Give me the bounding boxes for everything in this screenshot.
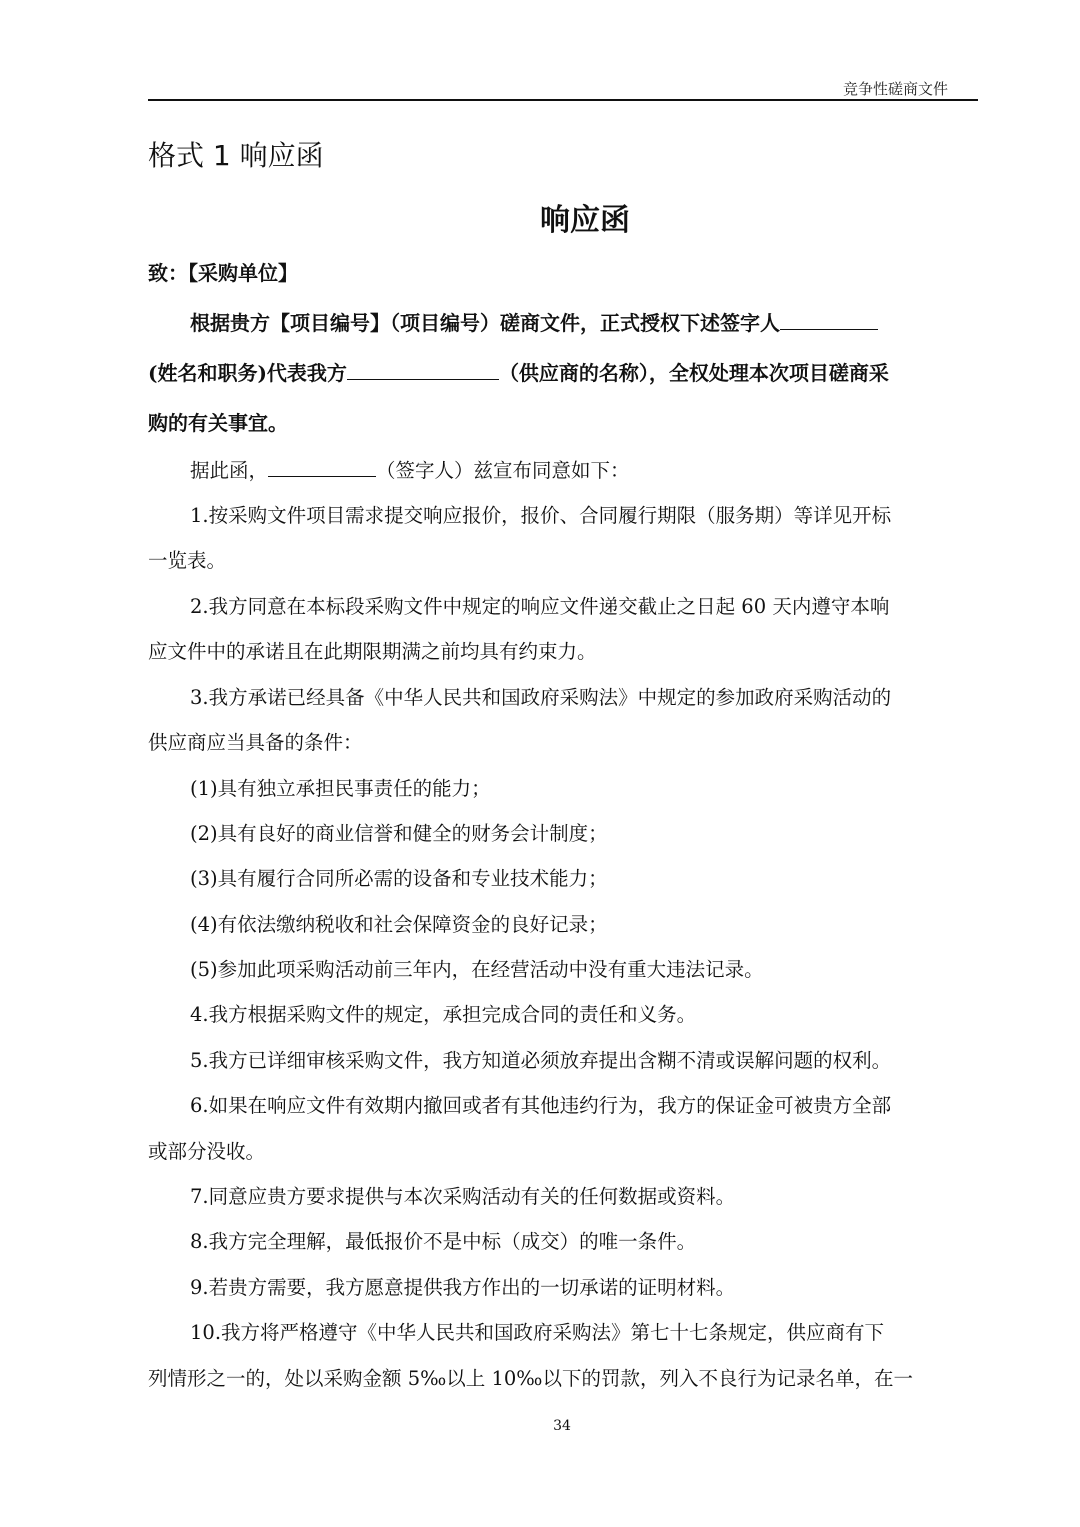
intro-line-2 xyxy=(148,357,889,386)
intro-text: 根据贵方【项目编号】（项目编号）磋商文件，正式授权下述签字人 xyxy=(190,311,780,335)
supplier-name-blank xyxy=(347,359,499,380)
item-6-line-2: 或部分没收。 xyxy=(148,1140,266,1163)
declaration-prefix: 据此函， xyxy=(190,459,269,482)
condition-5: (5)参加此项采购活动前三年内，在经营活动中没有重大违法记录。 xyxy=(190,958,764,981)
declaration-line xyxy=(190,455,630,483)
item-1-line-1: 1.按采购文件项目需求提交响应报价，报价、合同履行期限（服务期）等详见开标 xyxy=(190,504,892,527)
item-8: 8.我方完全理解，最低报价不是中标（成交）的唯一条件。 xyxy=(190,1230,697,1253)
header-rule xyxy=(148,99,978,101)
section-heading: 格式 1 响应函 xyxy=(148,139,324,172)
item-7: 7.同意应贵方要求提供与本次采购活动有关的任何数据或资料。 xyxy=(190,1185,736,1208)
item-6-line-1: 6.如果在响应文件有效期内撤回或者有其他违约行为，我方的保证金可被贵方全部 xyxy=(190,1094,892,1117)
signatory-blank xyxy=(268,456,376,477)
item-10-line-2: 列情形之一的，处以采购金额 5‰以上 10‰以下的罚款，列入不良行为记录名单，在一 xyxy=(148,1367,913,1390)
item-10-line-1: 10.我方将严格遵守《中华人民共和国政府采购法》第七十七条规定，供应商有下 xyxy=(190,1321,885,1344)
item-5: 5.我方已详细审核采购文件，我方知道必须放弃提出含糊不清或误解问题的权利。 xyxy=(190,1049,892,1072)
intro-line-3: 购的有关事宜。 xyxy=(148,411,288,435)
item-4: 4.我方根据采购文件的规定，承担完成合同的责任和义务。 xyxy=(190,1003,697,1026)
condition-1: (1)具有独立承担民事责任的能力； xyxy=(190,777,491,800)
condition-4: (4)有依法缴纳税收和社会保障资金的良好记录； xyxy=(190,913,608,936)
item-2-line-1: 2.我方同意在本标段采购文件中规定的响应文件递交截止之日起 60 天内遵守本响 xyxy=(190,595,890,618)
signatory-blank xyxy=(780,309,878,330)
condition-3: (3)具有履行合同所必需的设备和专业技术能力； xyxy=(190,867,608,890)
item-2-line-2: 应文件中的承诺且在此期限期满之前均具有约束力。 xyxy=(148,640,597,663)
intro-line-1 xyxy=(190,307,878,336)
item-3-line-1: 3.我方承诺已经具备《中华人民共和国政府采购法》中规定的参加政府采购活动的 xyxy=(190,686,892,709)
condition-2: (2)具有良好的商业信誉和健全的财务会计制度； xyxy=(190,822,608,845)
item-3-line-2: 供应商应当具备的条件： xyxy=(148,731,363,754)
addressee: 致：【采购单位】 xyxy=(148,261,298,285)
intro-text: (姓名和职务)代表我方 xyxy=(148,361,347,385)
declaration-suffix: （签字人）兹宣布同意如下： xyxy=(376,459,630,482)
header-title: 竞争性磋商文件 xyxy=(842,80,948,98)
document-title: 响应函 xyxy=(540,203,630,238)
intro-text: （供应商的名称），全权处理本次项目磋商采 xyxy=(498,361,889,385)
item-1-line-2: 一览表。 xyxy=(148,549,227,572)
page-number: 34 xyxy=(553,1418,571,1434)
item-9: 9.若贵方需要，我方愿意提供我方作出的一切承诺的证明材料。 xyxy=(190,1276,736,1299)
